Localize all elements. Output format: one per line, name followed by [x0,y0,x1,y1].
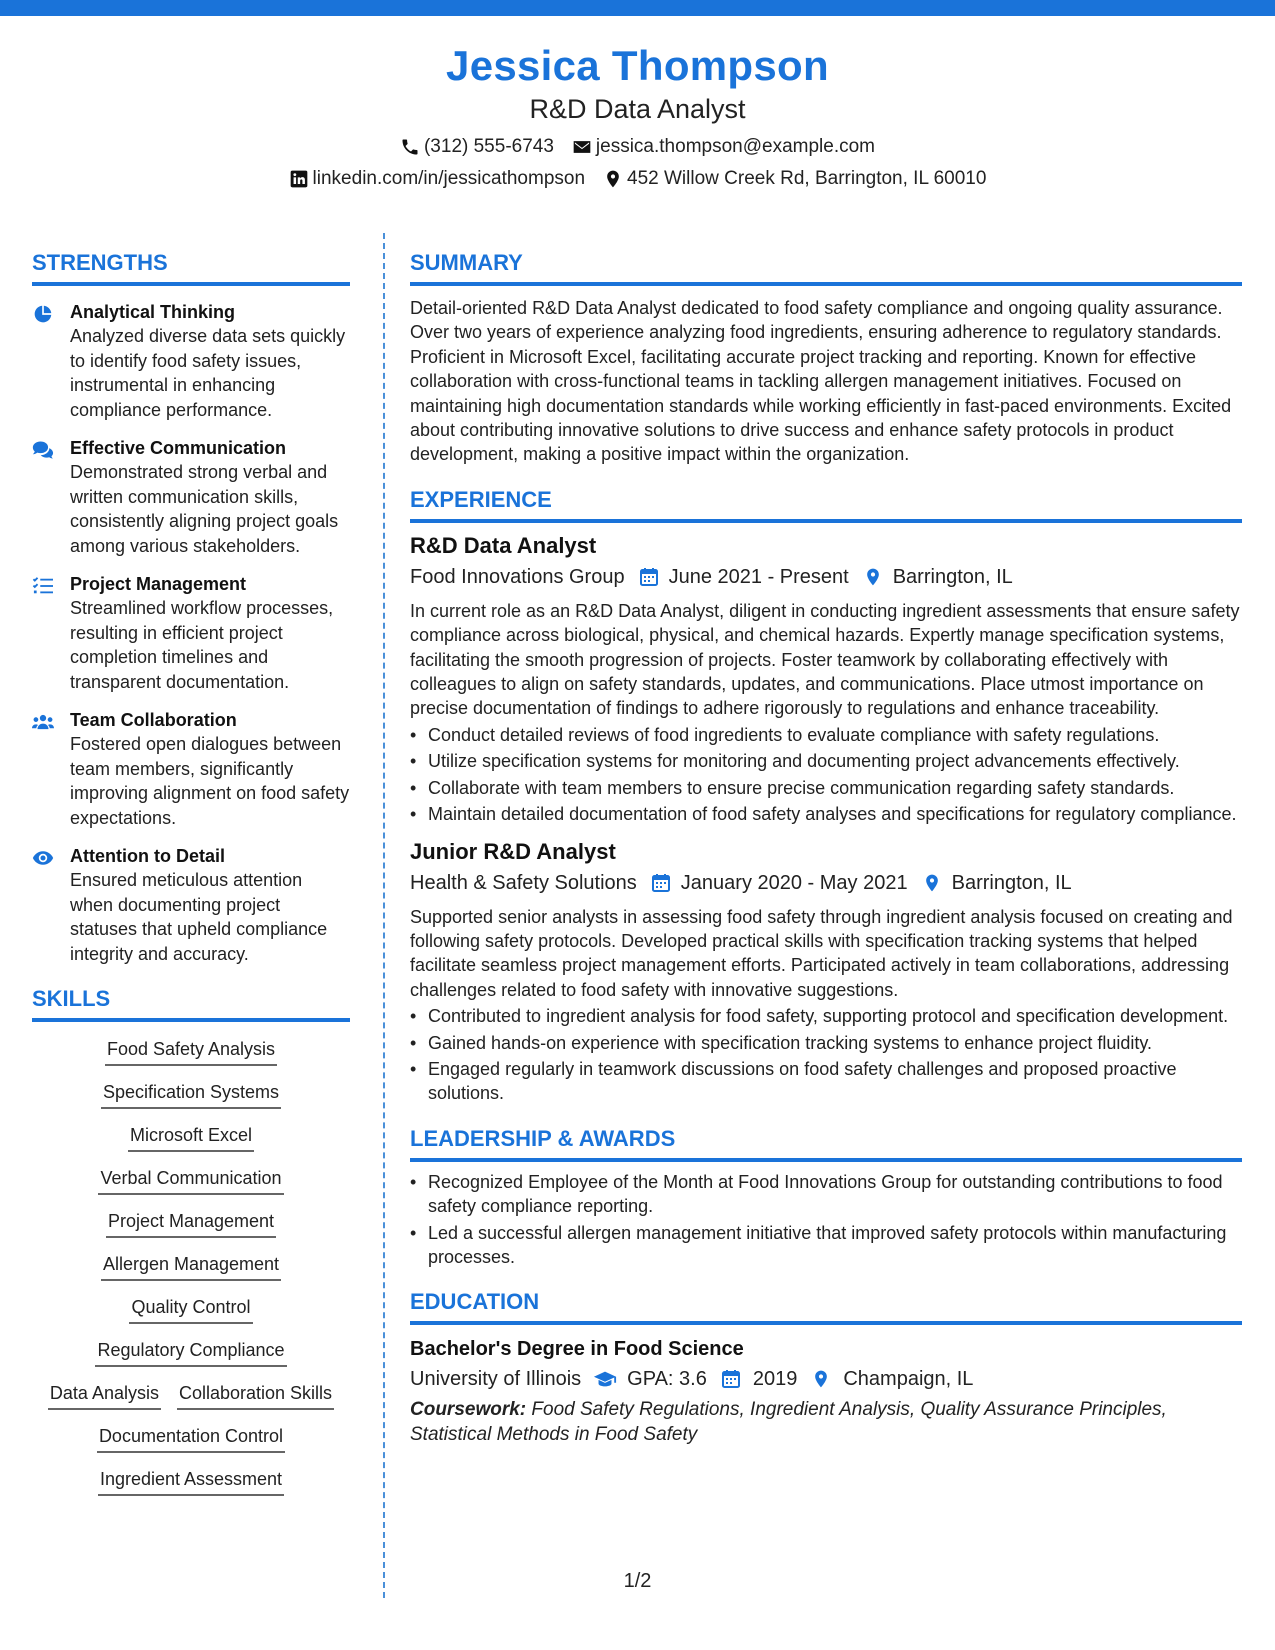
degree-title: Bachelor's Degree in Food Science [410,1338,744,1361]
strength-description: Ensured meticulous attention when documenting project statuses that upheld compliance integrity and accuracy. [70,870,328,964]
skill-tag: Collaboration Skills [177,1380,334,1410]
school-location: Champaign, IL [843,1368,974,1391]
summary-heading: SUMMARY [410,248,1242,286]
job-dates: June 2021 - Present [668,565,849,588]
resume-header [0,40,1275,192]
job-bullets [410,1004,1242,1106]
envelope-icon [572,137,592,157]
checklist-icon [32,572,70,694]
pie-chart-icon [32,300,70,422]
job-meta [410,563,1242,591]
column-divider [383,233,385,1598]
gpa: GPA: 3.6 [627,1368,707,1391]
address-text: 452 Willow Creek Rd, Barrington, IL 60010 [627,168,987,189]
company-name: Health & Safety Solutions [410,871,637,894]
left-column [32,248,350,1509]
job-description: In current role as an R&D Data Analyst, diligent in conducting ingredient assessments that ensure safety compliance across biological, physical, and chemical hazards. Expertly manage specification systems, facilitating the smooth progression of projects. Foster teamwork by collaborating effectively with colleagues to align on safety standards, updates, and communications. Place utmost importance on precise documentation of findings to adhere rigorously to regulations and enhance traceability. [410,600,1240,719]
linkedin-icon [289,169,309,189]
chat-bubbles-icon [32,436,70,558]
page-number: 1/2 [623,1570,652,1592]
coursework [410,1397,1242,1447]
skill-tag: Verbal Communication [98,1165,283,1195]
eye-icon [32,844,70,966]
map-pin-icon [922,873,942,893]
list-item: • Conduct detailed reviews of food ingredients to evaluate compliance with safety regulations. [410,723,1242,747]
skill-tag: Ingredient Assessment [98,1466,284,1496]
list-item: • Led a successful allergen management initiative that improved safety protocols within manufacturing processes. [410,1221,1242,1270]
skill-tag: Allergen Management [101,1251,281,1281]
skills-heading: SKILLS [32,984,350,1022]
leadership-list [410,1170,1242,1270]
skill-tag: Microsoft Excel [128,1122,254,1152]
job-bullets [410,723,1242,827]
graduation-cap-icon [593,1369,617,1389]
skill-tag: Food Safety Analysis [105,1036,277,1066]
job-dates: January 2020 - May 2021 [680,871,908,894]
strength-item [32,300,350,422]
list-item: • Utilize specification systems for monitoring and documenting project advancements effectively. [410,749,1242,773]
list-item: • Engaged regularly in teamwork discussions on food safety challenges and proposed proactive solutions. [410,1057,1242,1106]
graduation-year: 2019 [752,1368,798,1391]
calendar-icon [651,873,671,893]
contact-row-2 [0,166,1275,192]
strength-description: Analyzed diverse data sets quickly to identify food safety issues, instrumental in enhancing compliance performance. [70,326,346,420]
job-location: Barrington, IL [892,565,1013,588]
top-accent-bar [0,0,1275,16]
strength-title: Attention to Detail [70,846,225,866]
coursework-list: Food Safety Regulations, Ingredient Analysis, Quality Assurance Principles, Statistical Methods in Food Safety [410,1399,1167,1446]
skill-tag: Project Management [106,1208,276,1238]
users-icon [32,708,70,830]
job-entry [410,531,1242,827]
strength-title: Team Collaboration [70,710,237,730]
job-title: Junior R&D Analyst [410,838,616,864]
job-title: R&D Data Analyst [410,532,597,558]
list-item: • Gained hands-on experience with specification tracking systems to enhance project fluidity. [410,1031,1242,1055]
strength-title: Effective Communication [70,438,287,458]
email-contact[interactable] [572,134,875,160]
list-item: • Maintain detailed documentation of food safety analyses and specifications for regulatory compliance. [410,802,1242,826]
strength-item [32,436,350,558]
email-text[interactable]: jessica.thompson@example.com [595,136,875,157]
strength-description: Fostered open dialogues between team members, significantly improving alignment on food safety expectations. [70,734,350,828]
skill-tag: Regulatory Compliance [95,1337,286,1367]
calendar-icon [719,1369,743,1389]
strength-description: Demonstrated strong verbal and written communication skills, consistently aligning project goals among various stakeholders. [70,462,339,556]
strengths-heading: STRENGTHS [32,248,350,286]
skill-tag: Specification Systems [101,1079,281,1109]
job-entry [410,837,1242,1106]
address-contact [603,166,986,192]
phone-contact [400,134,554,160]
map-pin-icon [809,1369,833,1389]
strength-item [32,844,350,966]
map-pin-icon [863,567,883,587]
phone-icon [400,137,420,157]
coursework-label: Coursework: [410,1399,527,1421]
skills-list [32,1036,350,1496]
phone-text: (312) 555-6743 [423,136,554,157]
strength-title: Analytical Thinking [70,302,236,322]
map-pin-icon [603,169,623,189]
job-description: Supported senior analysts in assessing food safety through ingredient analysis focused on creating and following safety protocols. Developed practical skills with specification tracking systems that helped facilitate seamless project management efforts. Participated actively in team collaborations, addressing challenges related to food safety with innovative suggestions. [410,906,1233,1000]
skill-tag: Data Analysis [48,1380,161,1410]
strength-item [32,708,350,830]
candidate-name: Jessica Thompson [446,42,829,89]
right-column [410,248,1242,1447]
contact-row-1 [0,134,1275,160]
leadership-heading: LEADERSHIP & AWARDS [410,1124,1242,1162]
school-name: University of Illinois [410,1368,582,1391]
candidate-title: R&D Data Analyst [529,94,746,124]
education-meta [410,1365,1242,1393]
linkedin-contact[interactable] [289,166,585,192]
education-heading: EDUCATION [410,1287,1242,1325]
list-item: • Recognized Employee of the Month at Food Innovations Group for outstanding contributions to food safety compliance reporting. [410,1170,1242,1219]
linkedin-text[interactable]: linkedin.com/in/jessicathompson [312,168,586,189]
job-location: Barrington, IL [951,871,1072,894]
strength-title: Project Management [70,574,247,594]
experience-heading: EXPERIENCE [410,485,1242,523]
job-meta [410,869,1242,897]
skill-tag: Quality Control [129,1294,252,1324]
list-item: • Collaborate with team members to ensure precise communication regarding safety standards. [410,776,1242,800]
strength-item [32,572,350,694]
calendar-icon [639,567,659,587]
skill-tag: Documentation Control [97,1423,285,1453]
company-name: Food Innovations Group [410,565,625,588]
list-item: • Contributed to ingredient analysis for food safety, supporting protocol and specification development. [410,1004,1242,1028]
strength-description: Streamlined workflow processes, resulting in efficient project completion timelines and transparent documentation. [70,598,334,692]
summary-text: Detail-oriented R&D Data Analyst dedicated to food safety compliance and ongoing quality assurance. Over two years of experience analyzing food ingredients, ensuring adherence to regulatory standards. Proficient in Microsoft Excel, facilitating accurate project tracking and reporting. Known for effective collaboration with cross-functional teams in tackling allergen management initiatives. Focused on maintaining high documentation standards while working efficiently in fast-paced environments. Excited about contributing innovative solutions to drive success and enhance safety protocols in product development, making a positive impact within the organization. [410,298,1232,465]
